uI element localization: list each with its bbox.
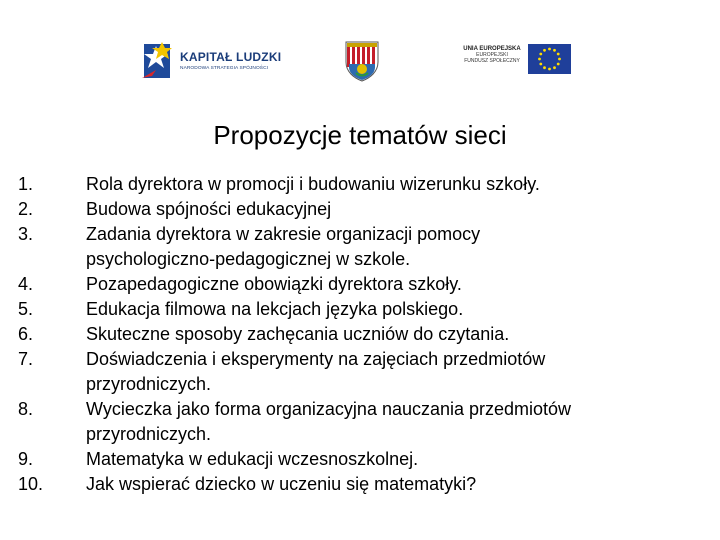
list-item-number: 9. (18, 449, 34, 469)
eu-flag-icon (528, 44, 571, 74)
list-item-text: Pozapedagogiczne obowiązki dyrektora szkoły. (86, 274, 462, 294)
list-item (18, 222, 708, 247)
list-item (18, 447, 708, 472)
list-item (18, 272, 708, 297)
logo-bar (0, 0, 720, 100)
list-item (18, 347, 708, 372)
list-item-number: 1. (18, 174, 34, 194)
eu-line-3: FUNDUSZ SPOŁECZNY (464, 58, 520, 64)
eu-logo (462, 42, 572, 76)
kapital-ludzki-logo (140, 38, 285, 84)
list-item-text: Rola dyrektora w promocji i budowaniu wizerunku szkoły. (86, 174, 540, 194)
list-item-number (18, 422, 86, 447)
list-item (18, 322, 708, 347)
list-item-continuation (18, 372, 708, 397)
list-item (18, 472, 708, 497)
list-item (18, 397, 708, 422)
coat-of-arms-icon (344, 40, 380, 82)
list-item-text: Skuteczne sposoby zachęcania uczniów do czytania. (86, 324, 510, 344)
eu-text (462, 46, 522, 64)
list-item-number: 4. (18, 274, 34, 294)
list-item-number: 6. (18, 324, 34, 344)
list-item-text: Matematyka w edukacji wczesnoszkolnej. (86, 449, 419, 469)
list-item (18, 172, 708, 197)
list-item-number: 2. (18, 199, 34, 219)
list-item-continuation (18, 247, 708, 272)
kapital-ludzki-star-icon (142, 40, 176, 80)
list-item-number: 10. (18, 474, 44, 494)
list-item-number: 8. (18, 399, 34, 419)
list-item-text: psychologiczno-pedagogicznej w szkole. (86, 249, 411, 269)
list-item-text: Doświadczenia i eksperymenty na zajęciach przedmiotów (86, 349, 546, 369)
list-item-number (18, 247, 86, 272)
list-item-number: 5. (18, 299, 34, 319)
page-title: Propozycje tematów sieci (213, 120, 507, 150)
list-item-text: Edukacja filmowa na lekcjach języka polskiego. (86, 299, 464, 319)
kapital-ludzki-subtitle: NARODOWA STRATEGIA SPÓJNOŚCI (180, 66, 269, 71)
list-item (18, 197, 708, 222)
eu-line-1: UNIA EUROPEJSKA (463, 46, 521, 52)
list-item-text: przyrodniczych. (86, 424, 212, 444)
list-item-text: Zadania dyrektora w zakresie organizacji pomocy (86, 224, 481, 244)
list-item-number: 7. (18, 349, 34, 369)
list-item (18, 297, 708, 322)
list-item-number (18, 372, 86, 397)
kapital-ludzki-title: KAPITAŁ LUDZKI (180, 50, 282, 64)
topic-list (18, 172, 708, 497)
list-item-number: 3. (18, 224, 34, 244)
list-item-continuation (18, 422, 708, 447)
list-item-text: Wycieczka jako forma organizacyjna nauczania przedmiotów (86, 399, 572, 419)
eu-line-2: EUROPEJSKI (476, 52, 508, 58)
list-item-text: Budowa spójności edukacyjnej (86, 199, 332, 219)
list-item-text: przyrodniczych. (86, 374, 212, 394)
list-item-text: Jak wspierać dziecko w uczeniu się matematyki? (86, 474, 477, 494)
